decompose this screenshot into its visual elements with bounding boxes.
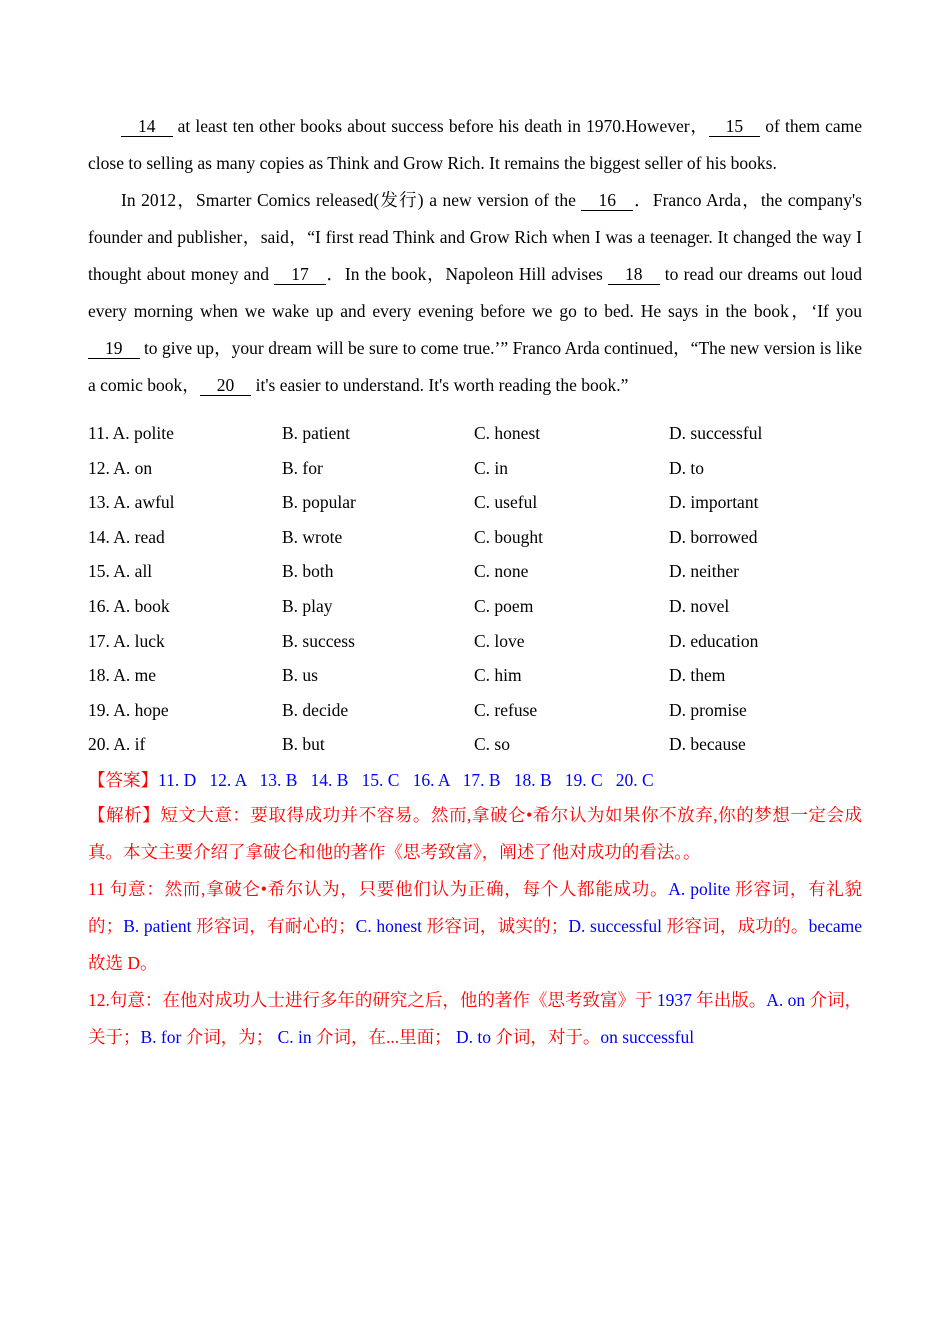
text-segment: 形容词，成功的。 xyxy=(666,915,809,936)
option-cell: D. neither xyxy=(669,561,739,582)
text-segment: 年出版。 xyxy=(696,989,767,1010)
blank-16: 16 xyxy=(581,190,633,211)
option-cell: B. but xyxy=(282,734,325,755)
option-cell: C. useful xyxy=(474,492,538,513)
option-cell: C. so xyxy=(474,734,510,755)
option-cell: B. play xyxy=(282,595,333,616)
text-segment: A. polite xyxy=(668,878,736,899)
text-segment: 形容词，有耐心的； xyxy=(196,915,356,936)
option-row xyxy=(88,520,862,555)
answer-line xyxy=(88,763,862,797)
option-cell: B. us xyxy=(282,665,318,686)
option-cell: D. education xyxy=(669,630,759,651)
text-segment: 11 句意：然而,拿破仑•希尔认为，只要他们认为正确，每个人都能成功。 xyxy=(88,878,669,899)
option-cell: C. bought xyxy=(474,526,544,547)
option-cell: C. love xyxy=(474,630,525,651)
option-row xyxy=(88,658,862,693)
analysis-section xyxy=(88,797,862,1056)
blank-18: 18 xyxy=(608,264,660,285)
option-cell: 12. A. on xyxy=(88,457,153,478)
text-segment: 介词，关于； xyxy=(88,989,863,1047)
option-cell: D. because xyxy=(669,734,746,755)
analysis-summary xyxy=(88,797,862,871)
option-cell: B. patient xyxy=(282,423,351,443)
options-table xyxy=(88,416,862,762)
text-segment: 介词，为； xyxy=(185,1026,278,1047)
text-segment: A. on xyxy=(766,989,810,1010)
text-segment: D. successful xyxy=(568,915,667,936)
text-segment: on successful xyxy=(600,1026,695,1047)
option-row xyxy=(88,727,862,762)
option-cell: B. wrote xyxy=(282,526,343,547)
text-segment: 介词，对于。 xyxy=(495,1026,601,1047)
answer-label: 【答案】 xyxy=(88,769,158,790)
option-cell: C. poem xyxy=(474,595,534,616)
option-cell: D. promise xyxy=(669,699,747,720)
answer-values: 11. D 12. A 13. B 14. B 15. C 16. A 17. B 18. B 19. C 20. C xyxy=(158,769,654,790)
blank-19: 19 xyxy=(88,338,140,359)
option-cell: B. both xyxy=(282,561,334,582)
option-cell: D. successful xyxy=(669,423,763,443)
text-segment: C. in xyxy=(277,1026,316,1047)
option-cell: 20. A. if xyxy=(88,734,146,755)
option-cell: D. borrowed xyxy=(669,526,758,547)
text-segment: 介词，在...里面； xyxy=(316,1026,456,1047)
text-segment: D. to xyxy=(456,1026,496,1047)
option-cell: C. him xyxy=(474,665,522,686)
text-segment: C. honest xyxy=(355,915,427,936)
text-segment: 形容词，诚实的； xyxy=(426,915,569,936)
option-cell: C. refuse xyxy=(474,699,538,720)
text-segment: 形容词，有礼貌的； xyxy=(88,878,862,936)
option-cell: B. decide xyxy=(282,699,349,720)
option-cell: B. success xyxy=(282,630,355,651)
option-cell: C. honest xyxy=(474,423,541,443)
text-segment: became xyxy=(808,915,863,936)
option-cell: 17. A. luck xyxy=(88,630,165,651)
passage-paragraph-2: In 2012，Smarter Comics released(发行) a new version of the 16 ．Franco Arda，the company's founder and publisher，said，“I first read Think and Grow Rich when I was a teenager. It changed the way I thought about money and 17 ．In the book，Napoleon Hill advises 18 to read our dreams out loud every morning when we wake up and every evening before we go to bed. He says in the book，‘If you 19 to give up，your dream will be sure to come true.’” Franco Arda continued，“The new version is like a comic book， 20 it's easier to understand. It's worth reading the book.” xyxy=(88,190,862,395)
option-cell: 19. A. hope xyxy=(88,699,169,720)
option-row xyxy=(88,693,862,728)
option-cell: D. to xyxy=(669,457,704,478)
text-segment: B. for xyxy=(140,1026,186,1047)
analysis-q12 xyxy=(88,982,862,1056)
text-segment: B. patient xyxy=(123,915,197,936)
option-cell: B. for xyxy=(282,457,323,478)
option-cell: D. important xyxy=(669,492,759,513)
analysis-q11 xyxy=(88,871,862,982)
blank-15: 15 xyxy=(709,116,761,137)
option-cell: C. none xyxy=(474,561,529,582)
option-row xyxy=(88,451,862,486)
cloze-passage xyxy=(88,108,862,404)
text-segment: 故选 D。 xyxy=(88,952,158,973)
option-cell: 18. A. me xyxy=(88,665,157,686)
blank-14: 14 xyxy=(121,116,173,137)
option-cell: 13. A. awful xyxy=(88,492,175,513)
option-cell: D. them xyxy=(669,665,726,686)
option-row xyxy=(88,416,862,451)
option-cell: D. novel xyxy=(669,595,730,616)
text-segment: 【解析】短文大意：要取得成功并不容易。然而,拿破仑•希尔认为如果你不放弃,你的梦想一定会成真。本文主要介绍了拿破仑和他的著作《思考致富》，阐述了他对成功的看法。。 xyxy=(88,804,862,862)
option-row xyxy=(88,485,862,520)
option-row xyxy=(88,554,862,589)
text-segment: 1937 xyxy=(656,989,697,1010)
option-cell: 11. A. polite xyxy=(88,423,174,443)
blank-20: 20 xyxy=(200,375,252,396)
option-cell: 15. A. all xyxy=(88,561,153,582)
option-row xyxy=(88,589,862,624)
option-cell: 16. A. book xyxy=(88,595,170,616)
option-cell: B. popular xyxy=(282,492,356,513)
option-row xyxy=(88,624,862,659)
option-cell: C. in xyxy=(474,457,509,478)
blank-17: 17 xyxy=(274,264,326,285)
text-segment: 12.句意：在他对成功人士进行多年的研究之后，他的著作《思考致富》于 xyxy=(88,989,657,1010)
option-cell: 14. A. read xyxy=(88,526,165,547)
passage-paragraph-1: 14 at least ten other books about success before his death in 1970.However， 15 of them came close to selling as many copies as Think and Grow Rich. It remains the biggest seller of his books. xyxy=(88,116,863,173)
